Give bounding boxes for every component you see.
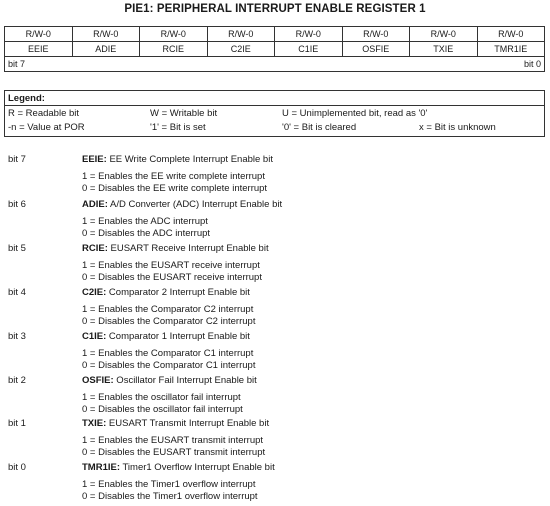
bit-number: bit 7 [8, 154, 26, 165]
register-table [4, 26, 545, 72]
access-cell: R/W-0 [410, 27, 478, 41]
bit-set-meaning: 1 = Enables the ADC interrupt [82, 216, 208, 227]
bit-clear-meaning: 0 = Disables the EE write complete interrupt [82, 183, 268, 194]
bit-heading [82, 199, 282, 211]
legend-writable: W = Writable bit [150, 108, 218, 119]
access-cell: R/W-0 [73, 27, 141, 41]
bit-summary: EUSART Receive Interrupt Enable bit [107, 243, 269, 254]
access-row [5, 27, 544, 42]
bit-clear-meaning: 0 = Disables the Comparator C1 interrupt [82, 360, 256, 371]
bit-summary: A/D Converter (ADC) Interrupt Enable bit [107, 199, 283, 210]
access-cell: R/W-0 [208, 27, 276, 41]
bit-name-cell: EEIE [5, 42, 73, 56]
bit-name-cell: TMR1IE [494, 44, 528, 54]
bit-heading [82, 287, 250, 299]
bit-name-cell: ADIE [73, 42, 141, 56]
bit-set-meaning: 1 = Enables the Timer1 overflow interrupt [82, 479, 256, 490]
bit-number: bit 3 [8, 331, 26, 342]
access-cell: R/W-0 [140, 27, 208, 41]
bit-clear-meaning: 0 = Disables the EUSART receive interrupt [82, 272, 262, 283]
legend-divider [5, 105, 544, 106]
bit-heading [82, 331, 250, 343]
bit-set-meaning: 1 = Enables the EE write complete interrupt [82, 171, 265, 182]
bit-number: bit 5 [8, 243, 26, 254]
bit-clear-meaning: 0 = Disables the Timer1 overflow interrupt [82, 491, 258, 502]
bit-name: OSFIE: [82, 375, 114, 386]
bit-clear-meaning: 0 = Disables the Comparator C2 interrupt [82, 316, 256, 327]
bit-number: bit 4 [8, 287, 26, 298]
bit-heading [82, 418, 269, 430]
legend-unknown: x = Bit is unknown [419, 122, 496, 133]
bit-set-meaning: 1 = Enables the Comparator C1 interrupt [82, 348, 254, 359]
access-cell: R/W-0 [5, 27, 73, 41]
bit-heading [82, 243, 269, 255]
legend-box [4, 90, 545, 137]
legend-set: '1' = Bit is set [150, 122, 206, 133]
bit-range-right: bit 0 [523, 59, 541, 69]
bit-number: bit 1 [8, 418, 26, 429]
bit-heading [82, 375, 257, 387]
bit-name-cell: OSFIE [343, 42, 411, 56]
bit-name: ADIE: [82, 199, 108, 210]
bit-name: EEIE: [82, 154, 107, 165]
bit-heading [82, 462, 275, 474]
bit-summary: EE Write Complete Interrupt Enable bit [106, 154, 273, 165]
bit-range-row [5, 57, 544, 71]
legend-cleared: '0' = Bit is cleared [282, 122, 357, 133]
bit-clear-meaning: 0 = Disables the oscillator fail interrupt [82, 404, 243, 415]
bit-set-meaning: 1 = Enables the oscillator fail interrupt [82, 392, 241, 403]
legend-por: -n = Value at POR [8, 122, 85, 133]
bit-name: TXIE: [82, 418, 107, 429]
bit-clear-meaning: 0 = Disables the ADC interrupt [82, 228, 211, 239]
bit-summary: EUSART Transmit Interrupt Enable bit [106, 418, 270, 429]
bit-name-cell: RCIE [140, 42, 208, 56]
bit-summary: Timer1 Overflow Interrupt Enable bit [120, 462, 275, 473]
bit-name: RCIE: [82, 243, 108, 254]
bit-number: bit 6 [8, 199, 26, 210]
bit-summary: Oscillator Fail Interrupt Enable bit [113, 375, 257, 386]
bit-name-cell: C1IE [275, 42, 343, 56]
bit-set-meaning: 1 = Enables the Comparator C2 interrupt [82, 304, 254, 315]
legend-heading: Legend: [8, 93, 45, 104]
bit-range-left: bit 7 [8, 59, 26, 69]
access-cell: R/W-0 [498, 29, 524, 39]
bit-heading [82, 154, 273, 166]
legend-readable: R = Readable bit [8, 108, 80, 119]
access-cell: R/W-0 [275, 27, 343, 41]
bit-name: C1IE: [82, 331, 107, 342]
bit-summary: Comparator 1 Interrupt Enable bit [106, 331, 250, 342]
bit-number: bit 0 [8, 462, 26, 473]
access-cell: R/W-0 [343, 27, 411, 41]
bit-number: bit 2 [8, 375, 26, 386]
bit-name: TMR1IE: [82, 462, 120, 473]
bit-name-cell: C2IE [208, 42, 276, 56]
name-row [5, 42, 544, 57]
bit-summary: Comparator 2 Interrupt Enable bit [106, 287, 250, 298]
legend-unimplemented: U = Unimplemented bit, read as '0' [282, 108, 428, 119]
bit-clear-meaning: 0 = Disables the EUSART transmit interrupt [82, 447, 266, 458]
register-title: PIE1: PERIPHERAL INTERRUPT ENABLE REGISTER 1 [124, 3, 426, 15]
bit-name: C2IE: [82, 287, 107, 298]
bit-set-meaning: 1 = Enables the EUSART transmit interrupt [82, 435, 264, 446]
bit-set-meaning: 1 = Enables the EUSART receive interrupt [82, 260, 260, 271]
bit-name-cell: TXIE [410, 42, 478, 56]
